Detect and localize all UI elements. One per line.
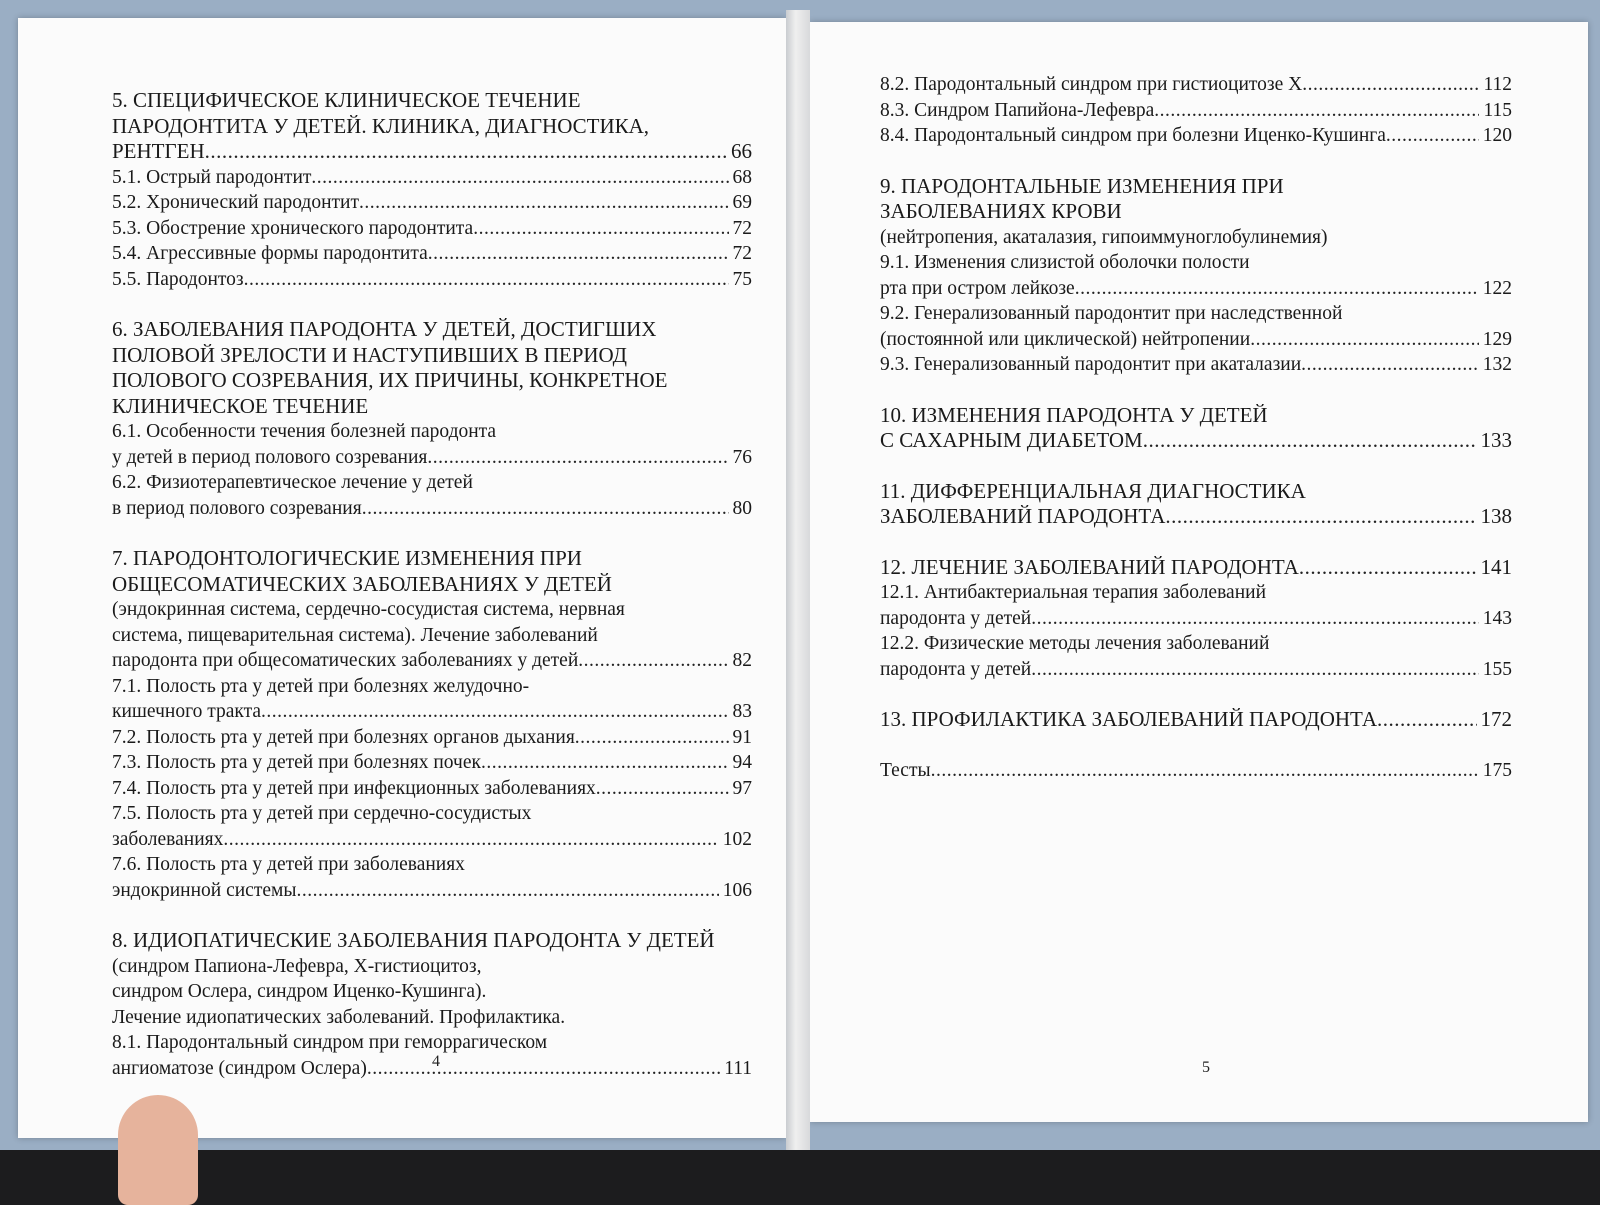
- dot-leader: [481, 750, 729, 776]
- toc-page-number: 83: [732, 701, 752, 722]
- toc-entry-title: в период полового созревания: [112, 497, 362, 519]
- section-gap: [880, 378, 1512, 403]
- toc-page-number: 72: [732, 217, 752, 239]
- toc-entry-title: пародонта у детей: [880, 607, 1032, 629]
- dot-leader: [296, 878, 718, 904]
- toc-entry-title: 7.4. Полость рта у детей при инфекционных заболеваниях: [112, 777, 596, 799]
- toc-section-heading: ОБЩЕСОМАТИЧЕСКИХ ЗАБОЛЕВАНИЯХ У ДЕТЕЙ: [112, 571, 612, 596]
- dot-leader: [1031, 606, 1479, 632]
- toc-page-number: 138: [1480, 504, 1512, 528]
- toc-text-line: 12.1. Антибактериальная терапия заболеваний: [880, 582, 1267, 603]
- book-spine: [786, 10, 810, 1150]
- section-gap: [880, 682, 1512, 707]
- dot-leader: [427, 445, 728, 471]
- toc-entry-title: кишечного тракта: [112, 701, 262, 722]
- toc-entry: [112, 241, 752, 267]
- toc-page-number: 80: [732, 497, 752, 519]
- toc-entry: [880, 352, 1512, 378]
- toc-section-heading: 11. ДИФФЕРЕНЦИАЛЬНАЯ ДИАГНОСТИКА: [880, 478, 1306, 503]
- toc-text-line: 7.6. Полость рта у детей при заболеваниях: [112, 854, 465, 875]
- toc-page-number: 97: [732, 777, 752, 799]
- section-gap: [112, 903, 752, 928]
- dot-leader: [362, 496, 729, 522]
- toc-entry-title: пародонта у детей: [880, 658, 1032, 680]
- toc-entry: [112, 267, 752, 293]
- dot-leader: [359, 190, 728, 216]
- toc-page-number: 122: [1482, 277, 1512, 299]
- dot-leader: [1165, 504, 1476, 530]
- toc-section-heading: ПОЛОВОЙ ЗРЕЛОСТИ И НАСТУПИВШИХ В ПЕРИОД: [112, 342, 627, 367]
- toc-page-number: 69: [732, 192, 752, 213]
- dot-leader: [1302, 72, 1479, 98]
- toc-entry: [112, 190, 752, 216]
- toc-entry-title: (постоянной или циклической) нейтропении: [880, 328, 1251, 350]
- toc-left-column: [112, 88, 752, 1081]
- toc-section-heading: 6. ЗАБОЛЕВАНИЯ ПАРОДОНТА У ДЕТЕЙ, ДОСТИГШИХ: [112, 317, 657, 341]
- toc-entry: [112, 496, 752, 522]
- dot-leader: [367, 1056, 720, 1082]
- toc-entry: [112, 216, 752, 242]
- toc-section-heading: КЛИНИЧЕСКОЕ ТЕЧЕНИЕ: [112, 393, 369, 418]
- toc-section-heading: ПОЛОВОГО СОЗРЕВАНИЯ, ИХ ПРИЧИНЫ, КОНКРЕТНОЕ: [112, 368, 668, 392]
- dot-leader: [1386, 123, 1479, 149]
- toc-page-number: 155: [1482, 658, 1512, 680]
- toc-entry-title: Тесты: [880, 759, 931, 781]
- toc-entry-title: 12. ЛЕЧЕНИЕ ЗАБОЛЕВАНИЙ ПАРОДОНТА: [880, 554, 1299, 579]
- toc-section-heading: 7. ПАРОДОНТОЛОГИЧЕСКИЕ ИЗМЕНЕНИЯ ПРИ: [112, 546, 582, 570]
- dot-leader: [261, 699, 728, 725]
- toc-entry-title: заболеваниях: [112, 828, 224, 850]
- toc-page-number: 129: [1482, 328, 1512, 350]
- toc-entry-title: С САХАРНЫМ ДИАБЕТОМ: [880, 428, 1143, 452]
- toc-entry: [880, 327, 1512, 353]
- toc-page-number: 120: [1482, 125, 1512, 146]
- toc-entry-title: 9.3. Генерализованный пародонтит при акаталазии: [880, 354, 1302, 375]
- dot-leader: [244, 267, 729, 293]
- toc-entry: [112, 165, 752, 191]
- dot-leader: [1154, 98, 1479, 124]
- page-number-left: 4: [432, 1053, 440, 1070]
- toc-page-number: 75: [732, 268, 752, 290]
- toc-entry: [112, 827, 752, 853]
- toc-entry-title: 5.1. Острый пародонтит: [112, 166, 312, 188]
- toc-entry-title: пародонта при общесоматических заболеваниях у детей: [112, 650, 579, 671]
- toc-page-number: 133: [1480, 428, 1512, 452]
- toc-text-line: 12.2. Физические методы лечения заболеваний: [880, 633, 1270, 654]
- dot-leader: [311, 165, 728, 191]
- toc-page-number: 91: [732, 726, 752, 748]
- toc-section-heading: 5. СПЕЦИФИЧЕСКОЕ КЛИНИЧЕСКОЕ ТЕЧЕНИЕ: [112, 88, 581, 112]
- dot-leader: [578, 648, 728, 674]
- toc-text-line: 7.5. Полость рта у детей при сердечно-сосудистых: [112, 803, 532, 824]
- page-number-right: 5: [1202, 1059, 1210, 1076]
- toc-entry: [880, 72, 1512, 98]
- dot-leader: [1031, 657, 1479, 683]
- toc-page-number: 72: [732, 243, 752, 264]
- toc-entry-title: 8.4. Пародонтальный синдром при болезни Иценко-Кушинга: [880, 125, 1386, 146]
- dot-leader: [1075, 276, 1479, 302]
- toc-entry: [112, 445, 752, 471]
- toc-entry: [880, 123, 1512, 149]
- toc-text-line: 7.1. Полость рта у детей при болезнях желудочно-: [112, 675, 530, 697]
- dot-leader: [931, 758, 1479, 784]
- toc-text-line: (эндокринная система, сердечно-сосудистая система, нервная: [112, 599, 625, 620]
- toc-page-number: 102: [722, 828, 752, 850]
- dot-leader: [1299, 555, 1477, 581]
- toc-text-line: Лечение идиопатических заболеваний. Профилактика.: [112, 1006, 566, 1028]
- toc-entry-title: ЗАБОЛЕВАНИЙ ПАРОДОНТА: [880, 504, 1166, 528]
- toc-entry-title: РЕНТГЕН: [112, 139, 205, 163]
- toc-entry: [112, 725, 752, 751]
- dot-leader: [1250, 327, 1479, 353]
- toc-entry-title: 7.2. Полость рта у детей при болезнях органов дыхания: [112, 726, 575, 748]
- toc-section-heading: 10. ИЗМЕНЕНИЯ ПАРОДОНТА У ДЕТЕЙ: [880, 402, 1268, 427]
- toc-entry: [880, 657, 1512, 683]
- toc-entry: [112, 750, 752, 776]
- toc-entry: [880, 606, 1512, 632]
- dot-leader: [596, 776, 729, 802]
- toc-page-number: 76: [732, 446, 752, 468]
- section-gap: [112, 521, 752, 546]
- dot-leader: [205, 139, 727, 165]
- toc-entry: [880, 758, 1512, 784]
- toc-entry-title: ангиоматозе (синдром Ослера): [112, 1057, 367, 1079]
- dot-leader: [223, 827, 718, 853]
- toc-page-number: 132: [1482, 354, 1512, 375]
- section-gap: [880, 733, 1512, 758]
- toc-text-line: синдром Ослера, синдром Иценко-Кушинга).: [112, 981, 487, 1002]
- toc-right-column: [880, 72, 1512, 783]
- toc-section-heading: ЗАБОЛЕВАНИЯХ КРОВИ: [880, 199, 1122, 223]
- toc-entry-title: 5.3. Обострение хронического пародонтита: [112, 217, 474, 239]
- section-gap: [880, 530, 1512, 555]
- toc-entry: [880, 276, 1512, 302]
- toc-text-line: 8.1. Пародонтальный синдром при геморрагическом: [112, 1032, 548, 1053]
- dot-leader: [1301, 352, 1479, 378]
- toc-page-number: 82: [732, 650, 752, 671]
- toc-page-number: 141: [1480, 554, 1512, 579]
- toc-entry-title: рта при остром лейкозе: [880, 277, 1075, 299]
- toc-entry-title: 5.2. Хронический пародонтит: [112, 192, 360, 213]
- toc-entry: [880, 707, 1512, 733]
- toc-entry-title: эндокринной системы: [112, 879, 297, 901]
- toc-entry-title: 8.2. Пародонтальный синдром при гистиоцитозе Х: [880, 74, 1303, 95]
- toc-page-number: 94: [732, 752, 752, 773]
- toc-entry-title: 13. ПРОФИЛАКТИКА ЗАБОЛЕВАНИЙ ПАРОДОНТА: [880, 707, 1377, 731]
- dot-leader: [575, 725, 729, 751]
- toc-entry-title: 8.3. Синдром Папийона-Лефевра: [880, 99, 1155, 121]
- toc-page-number: 112: [1483, 74, 1512, 95]
- toc-page-number: 111: [724, 1057, 752, 1079]
- toc-page-number: 175: [1482, 759, 1512, 781]
- toc-entry-title: 5.4. Агрессивные формы пародонтита: [112, 243, 428, 264]
- dot-leader: [428, 241, 729, 267]
- toc-entry-title: 7.3. Полость рта у детей при болезнях почек: [112, 752, 481, 773]
- dot-leader: [473, 216, 728, 242]
- toc-page-number: 115: [1483, 99, 1512, 121]
- toc-entry-title: у детей в период полового созревания: [112, 446, 428, 468]
- toc-entry: [880, 555, 1512, 581]
- toc-entry: [880, 504, 1512, 530]
- toc-page-number: 66: [731, 139, 752, 163]
- toc-text-line: 6.1. Особенности течения болезней пародонта: [112, 421, 497, 442]
- dot-leader: [1143, 428, 1477, 454]
- toc-entry: [880, 428, 1512, 454]
- toc-entry-title: 5.5. Пародонтоз: [112, 268, 244, 290]
- toc-entry: [112, 139, 752, 165]
- toc-section-heading: ПАРОДОНТИТА У ДЕТЕЙ. КЛИНИКА, ДИАГНОСТИКА,: [112, 113, 650, 138]
- toc-text-line: система, пищеварительная система). Лечение заболеваний: [112, 624, 598, 646]
- dot-leader: [1377, 707, 1477, 733]
- toc-text-line: (синдром Папиона-Лефевра, Х-гистиоцитоз,: [112, 955, 482, 977]
- toc-entry: [880, 98, 1512, 124]
- toc-entry: [112, 699, 752, 725]
- section-gap: [112, 292, 752, 317]
- toc-entry: [112, 648, 752, 674]
- toc-entry: [112, 878, 752, 904]
- toc-text-line: 9.2. Генерализованный пародонтит при наследственной: [880, 303, 1343, 324]
- toc-page-number: 106: [722, 879, 752, 901]
- toc-section-heading: 9. ПАРОДОНТАЛЬНЫЕ ИЗМЕНЕНИЯ ПРИ: [880, 173, 1284, 198]
- section-gap: [880, 149, 1512, 174]
- toc-text-line: 9.1. Изменения слизистой оболочки полости: [880, 252, 1250, 273]
- toc-page-number: 68: [732, 166, 752, 188]
- toc-section-heading: 8. ИДИОПАТИЧЕСКИЕ ЗАБОЛЕВАНИЯ ПАРОДОНТА У ДЕТЕЙ: [112, 928, 715, 952]
- toc-page-number: 172: [1480, 707, 1512, 731]
- section-gap: [880, 454, 1512, 479]
- toc-entry: [112, 776, 752, 802]
- thumb: [118, 1095, 198, 1205]
- toc-text-line: (нейтропения, акаталазия, гипоиммуноглобулинемия): [880, 226, 1328, 248]
- toc-text-line: 6.2. Физиотерапевтическое лечение у детей: [112, 472, 473, 493]
- toc-page-number: 143: [1482, 607, 1512, 629]
